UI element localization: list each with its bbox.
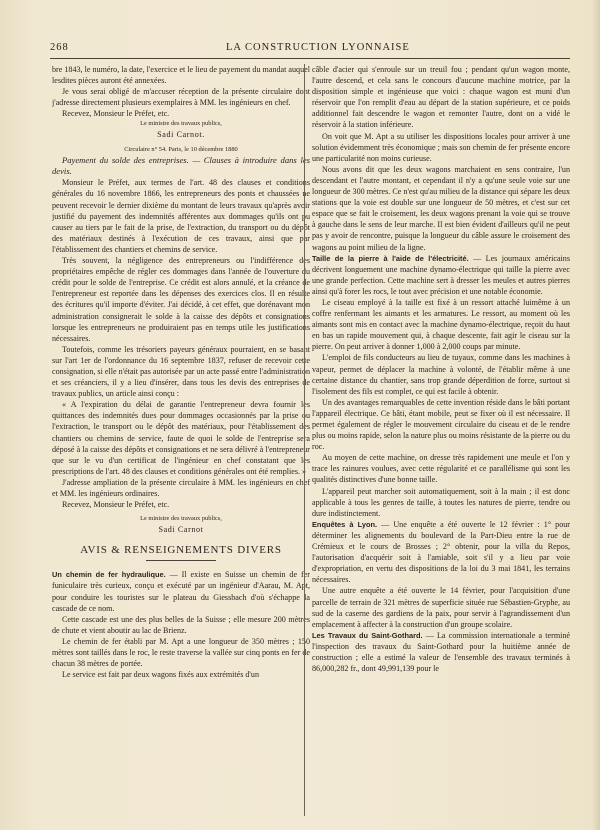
- paragraph: Au moyen de cette machine, on dresse très rapidement une meule et l'on y trace les rainures voulues, avec cette régularité et ce parallélisme qui sont les qualités distinctives d'une bonne taille.: [312, 453, 570, 485]
- section-title: AVIS & RENSEIGNEMENTS DIVERS: [80, 544, 282, 557]
- article-heading: Un chemin de fer hydraulique.: [52, 570, 166, 580]
- paragraph: Toutefois, comme les trésoriers payeurs généraux pourraient, en se basant sur l'art 1er de l'ordonnance du 16 septembre 1837, refuser de recevoir cette consignation, si elle n'était pas autorisée par un acte passé entre l'administration et ses créanciers, il y a lieu d'insérer, dans tous les devis des entreprises de travaux publics, un article ainsi conçu :: [52, 344, 310, 399]
- paragraph: Monsieur le Préfet, aux termes de l'art. 48 des clauses et conditions générales du 16 novembre 1866, les entrepreneurs des ponts et chaussées ne peuvent recevoir le dernier dixième du montant de leurs travaux qu'après avoir justifié du payement des indemnités afférentes aux dommages qu'ils ont pu causer au tiers par le fait de la prise, de l'extraction, du transport ou du dépôt des matériaux destinés à l'exécution de ces travaux, ainsi que par l'établissement des chantiers et chemins de service.: [52, 178, 310, 254]
- section-heading: [52, 545, 310, 561]
- paragraph: Le service est fait par deux wagons fixés aux extrémités d'un: [62, 670, 259, 680]
- article-text: — La commission internationale a terminé l'inspection des travaux du Saint-Gothard pour la huitième année de construction ; elle a estimé la valeur de l'ensemble des travaux terminés à 86,000,282 fr., dont 49,991,139 pour le: [312, 630, 570, 674]
- signature-name: Sadi Carnot.: [157, 130, 205, 140]
- signature-title: Le ministre des travaux publics,: [140, 120, 222, 128]
- article-text: — Les journaux américains décrivent longuement une machine dynamo-électrique qui taille la pierre avec une grande perfection. Cette machine sert à dresser les meules et autres pierres ainsi qu'à forer les rocs, le tout avec précision et une notable économie.: [312, 253, 570, 296]
- left-column: [52, 64, 310, 819]
- page-header: [50, 42, 570, 56]
- paragraph: Une autre enquête a été ouverte le 14 février, pour l'acquisition d'une parcelle de terrain de 321 mètres de superficie située rue Sébastien-Gryphe, au sud de la caserne des gardiens de la paix, pour servir à l'agrandissement d'un emplacement à affecter à la construction d'un groupe scolaire.: [312, 586, 570, 629]
- section-rule: [146, 560, 216, 561]
- paragraph: Nous avons dit que les deux wagons marchaient en sens contraire, l'un descendant et l'autre montant, et cependant il n'y a qu'une seule voie sur une longueur de 300 mètres. Ce n'est qu'au milieu de la distance qui sépare les deux stations que la voie est double sur une longueur de 50 mètres, et c'est sur cet espace que se fait le croisement, les deux wagons prenant la voie qui se trouve à gauche dans le sens de leur marche. Il est bien évident d'ailleurs qu'il ne peut pas y avoir de rencontre, puisque la longueur du câble assure le croisement des wagons au point milieu de la ligne.: [312, 164, 570, 252]
- paragraph: Très souvent, la négligence des entrepreneurs ou l'indifférence des propriétaires empêche de régler ces dommages dans l'année de l'ouverture du crédit pour le solde de l'entreprise. Ce crédit est alors annulé, et la créance de l'entrepreneur est reportée dans les dépenses des exercices clos. Il en résulte des écritures qu'il importe d'éviter. J'ai décidé, à cet effet, que dorénavant mon administration consignerait le solde à la caisse des dépôts et consignations lorsque les entrepreneurs ne produiraient pas en temps utile les justifications nécessaires.: [52, 256, 310, 343]
- circular-heading: Circulaire n° 54. Paris, le 10 décembre 1880: [124, 145, 238, 153]
- paragraph: Recevez, Monsieur le Préfet, etc.: [62, 500, 170, 510]
- circular-subject: Payement du solde des entreprises. — Clauses à introduire dans les devis.: [52, 154, 310, 176]
- article-paragraph: [52, 569, 310, 613]
- paragraph: câble d'acier qui s'enroule sur un treuil fou ; pendant qu'un wagon monte, l'autre descend, et cela sans le concours d'aucune machine motrice, par la disposition simple et ingénieuse que voici : chaque wagon est muni d'un réservoir que l'on remplit d'eau au départ de la station supérieure, et ce poids additionnel fait descendre le wagon et remonter l'autre, dont on a vidé le réservoir à la station inférieure.: [312, 65, 570, 130]
- article-heading: Les Travaux du Saint-Gothard.: [312, 630, 423, 640]
- paragraph: On voit que M. Apt a su utiliser les dispositions locales pour arriver à une solution évidemment très économique ; mais son chemin de fer présente encore une particularité non moins curieuse.: [312, 131, 570, 163]
- article-paragraph: [312, 630, 570, 674]
- header-rule: [50, 58, 570, 59]
- article-paragraph: [312, 519, 570, 586]
- paragraph: Un des avantages remarquables de cette invention réside dans le bâti portant l'appareil électrique. Ce bâti, étant mobile, peut se fixer où il est nécessaire. Il permet également de régler le mouvement circulaire du ciseau et de le rendre plus ou moins rapide, selon la nature plus ou moins résistante de la pierre ou du roc.: [312, 397, 570, 452]
- paragraph: Cette cascade est une des plus belles de la Suisse ; elle mesure 200 mètres de chute et vient aboutir au lac de Brienz.: [52, 614, 310, 635]
- paragraph: Le ciseau employé à la taille est fixé à un ressort attaché luimême à un coffre renfermant les aimants et les armatures. Le ressort, au moment où les aimants sont mis en contact avec la machine dynamo-électrique, reçoit du haut en bas un rapide mouvement qui, à chaque descente, fait agir le ciseau sur la pierre. On peut arriver à donner 1,000 à 2,000 coups par minute.: [312, 297, 570, 352]
- journal-title: LA CONSTRUCTION LYONNAISE: [226, 42, 410, 53]
- signature-name: Sadi Carnot: [158, 525, 204, 535]
- article-text: — Une enquête a été ouverte le 12 février : 1° pour déterminer les alignements du boulevard de la Part-Dieu entre la rue de Crémieux et le cours de Brosses ; 2° obtenir, pour la villa du Repos, l'autorisation d'acquérir soit à l'amiable, soit s'il y a lieu par voie d'expropriation, en vertu des dispositions de la loi du 3 mai 1841, les terrains nécessaires.: [312, 519, 570, 585]
- article-heading: Taille de la pierre à l'aide de l'électricité.: [312, 253, 469, 263]
- page-number: 268: [50, 42, 69, 53]
- article-heading: Enquêtes à Lyon.: [312, 519, 378, 529]
- paragraph: Je vous serai obligé de m'accuser réception de la présente circulaire dont j'adresse directement plusieurs exemplaires à MM. les ingénieurs en chef.: [52, 87, 310, 108]
- right-column: [312, 64, 570, 819]
- paragraph: L'emploi de fils conducteurs au lieu de tuyaux, comme dans les machines à vapeur, permet de déplacer la machine à volonté, de l'établir même à une certaine distance du chantier, sans trop grande déperdition de force, surtout si l'isolement des fils est complet, ce qui est facile à obtenir.: [312, 353, 570, 396]
- article-paragraph: [312, 253, 570, 297]
- signature-title: Le ministre des travaux publics,: [140, 515, 222, 523]
- paragraph: « A l'expiration du délai de garantie l'entrepreneur devra fournir les quittances des indemnités dues pour dommages occasionnés par la prise ou l'extraction, le transport ou le dépôt des matériaux, pour l'établissement des chantiers ou chemins de service, faute de quoi le solde de l'entreprise sera déposé à la caisse des dépôts et consignations et ne sera délivré à l'entrepreneur que sur le vu d'un certificat de l'ingénieur en chef constatant que les prescriptions de l'art. 48 des clauses et conditions générales ont été remplies. »: [52, 400, 310, 476]
- paragraph: bre 1843, le numéro, la date, l'exercice et le lieu de payement du mandat auquel lesdites pièces auront été annexées.: [52, 65, 310, 86]
- column-divider: [304, 64, 305, 816]
- page-edge-shadow: [592, 0, 600, 830]
- paragraph: J'adresse ampliation de la présente circulaire à MM. les ingénieurs en chef et MM. les ingénieurs ordinaires.: [52, 477, 310, 498]
- article-text: — Il existe en Suisse un chemin de fer funiculaire très curieux, conçu et exécuté par un ingénieur d'Aarau, M. Apt, pour conduire les touristes sur le plateau du Giessbach d'où s'échappe la cascade de ce nom.: [52, 570, 310, 613]
- paragraph: Recevez, Monsieur le Préfet, etc.: [62, 109, 170, 119]
- paragraph: Le chemin de fer établi par M. Apt a une longueur de 350 mètres ; 150 mètres sont taillés dans le roc, le reste traverse la vallée sur cinq ponts en fer de chacun 38 mètres de portée.: [52, 636, 310, 669]
- paragraph: L'appareil peut marcher soit automatiquement, soit à la main ; il est donc applicable à tous les genres de taille, à toutes les natures de pierre, tendre ou dure indistinctement.: [312, 486, 570, 518]
